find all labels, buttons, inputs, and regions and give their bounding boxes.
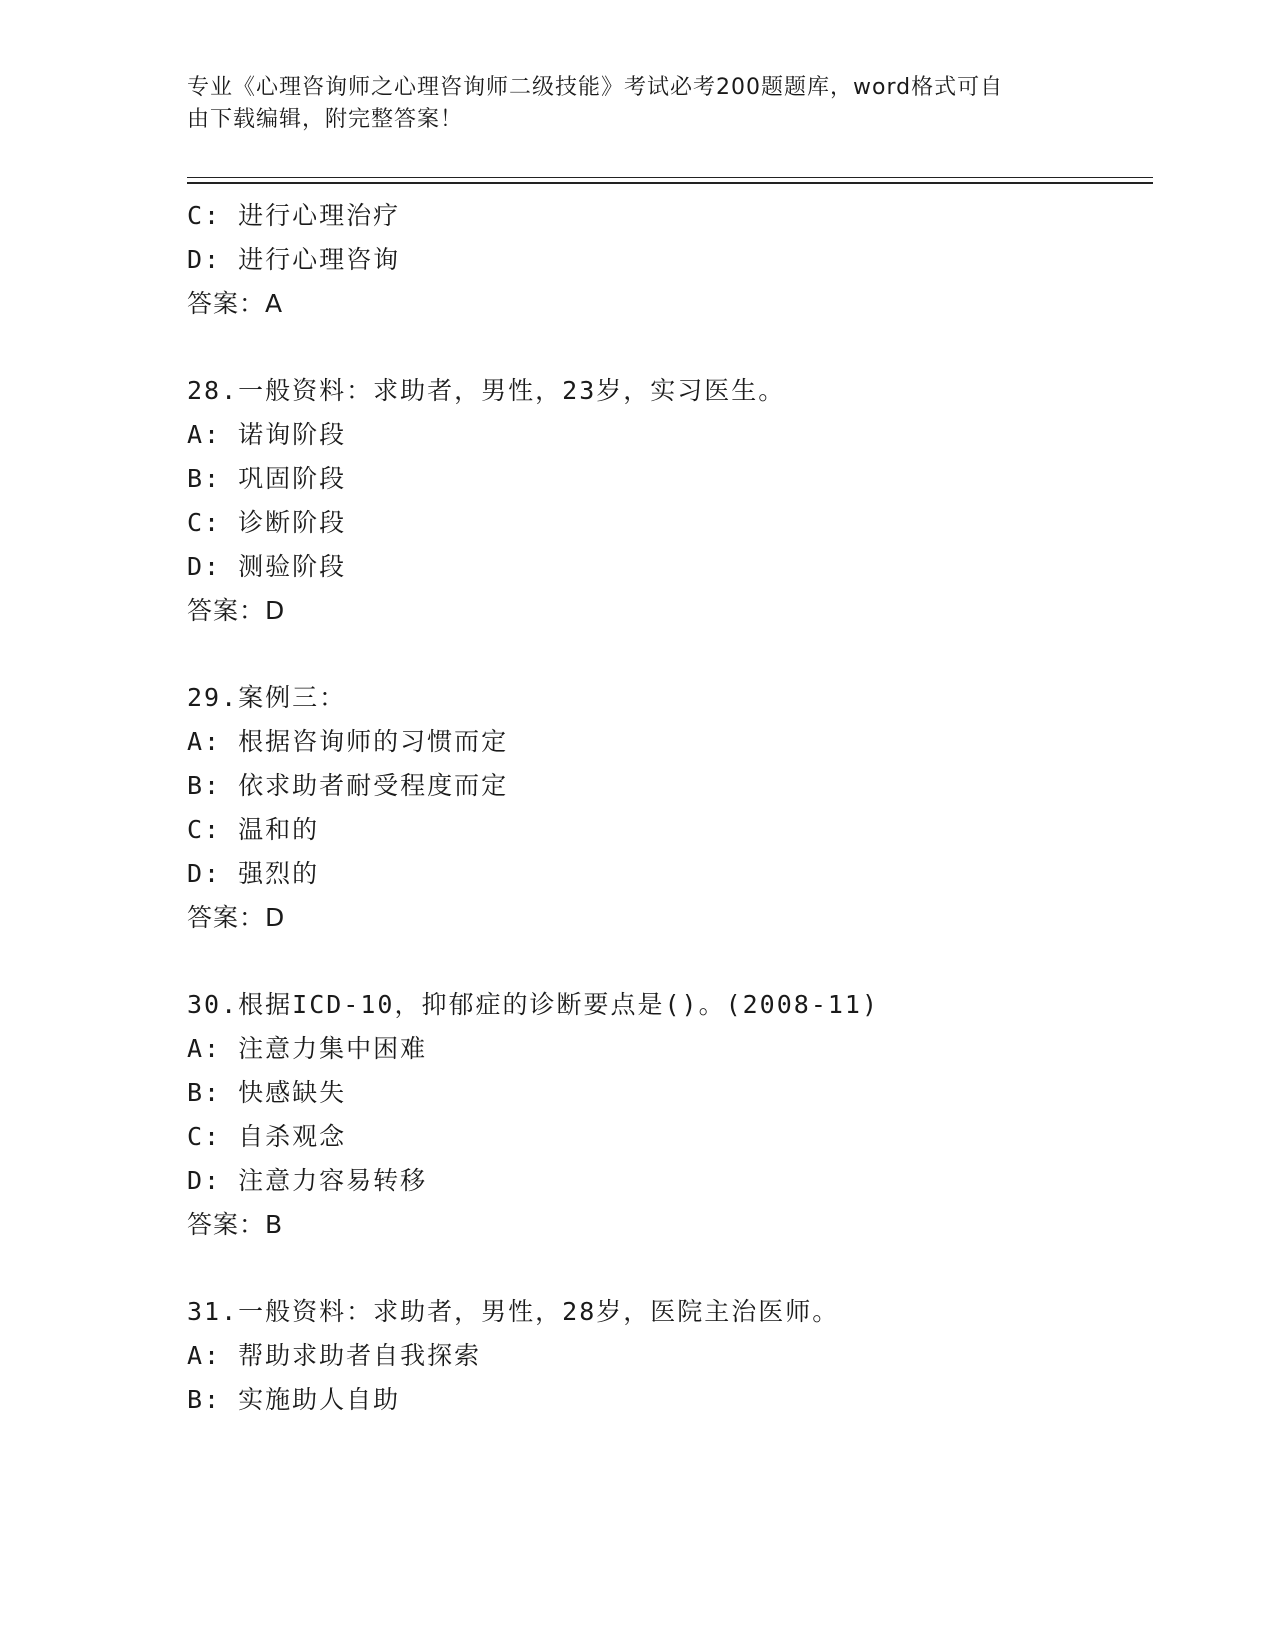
answer-line: 答案：D	[187, 903, 286, 932]
answer-line: 答案：A	[187, 289, 284, 318]
option-item: C: 温和的	[187, 815, 320, 844]
header-divider-thin	[187, 177, 1153, 178]
option-item: C: 进行心理治疗	[187, 201, 401, 230]
option-item: D: 强烈的	[187, 859, 320, 888]
option-item: D: 测验阶段	[187, 552, 347, 581]
option-item: A: 帮助求助者自我探索	[187, 1341, 482, 1370]
option-item: B: 巩固阶段	[187, 464, 347, 493]
answer-line: 答案：B	[187, 1210, 284, 1239]
option-item: C: 诊断阶段	[187, 508, 347, 537]
header-line-2: 由下载编辑，附完整答案！	[187, 107, 464, 132]
option-item: B: 依求助者耐受程度而定	[187, 771, 509, 800]
question-text: 30.根据ICD-10，抑郁症的诊断要点是()。(2008-11)	[187, 990, 880, 1019]
option-item: B: 快感缺失	[187, 1078, 347, 1107]
option-item: D: 进行心理咨询	[187, 245, 401, 274]
question-text: 29.案例三：	[187, 683, 347, 712]
option-item: A: 根据咨询师的习惯而定	[187, 727, 509, 756]
option-item: A: 注意力集中困难	[187, 1034, 428, 1063]
document-header	[187, 72, 1087, 136]
option-item: D: 注意力容易转移	[187, 1166, 428, 1195]
question-text: 31.一般资料：求助者，男性，28岁，医院主治医师。	[187, 1297, 840, 1326]
question-text: 28.一般资料：求助者，男性，23岁，实习医生。	[187, 376, 786, 405]
option-item: B: 实施助人自助	[187, 1385, 401, 1414]
header-divider-thick	[187, 182, 1153, 184]
option-item: C: 自杀观念	[187, 1122, 347, 1151]
answer-line: 答案：D	[187, 596, 286, 625]
header-line-1: 专业《心理咨询师之心理咨询师二级技能》考试必考200题题库，word格式可自	[187, 75, 1004, 100]
option-item: A: 诺询阶段	[187, 420, 347, 449]
